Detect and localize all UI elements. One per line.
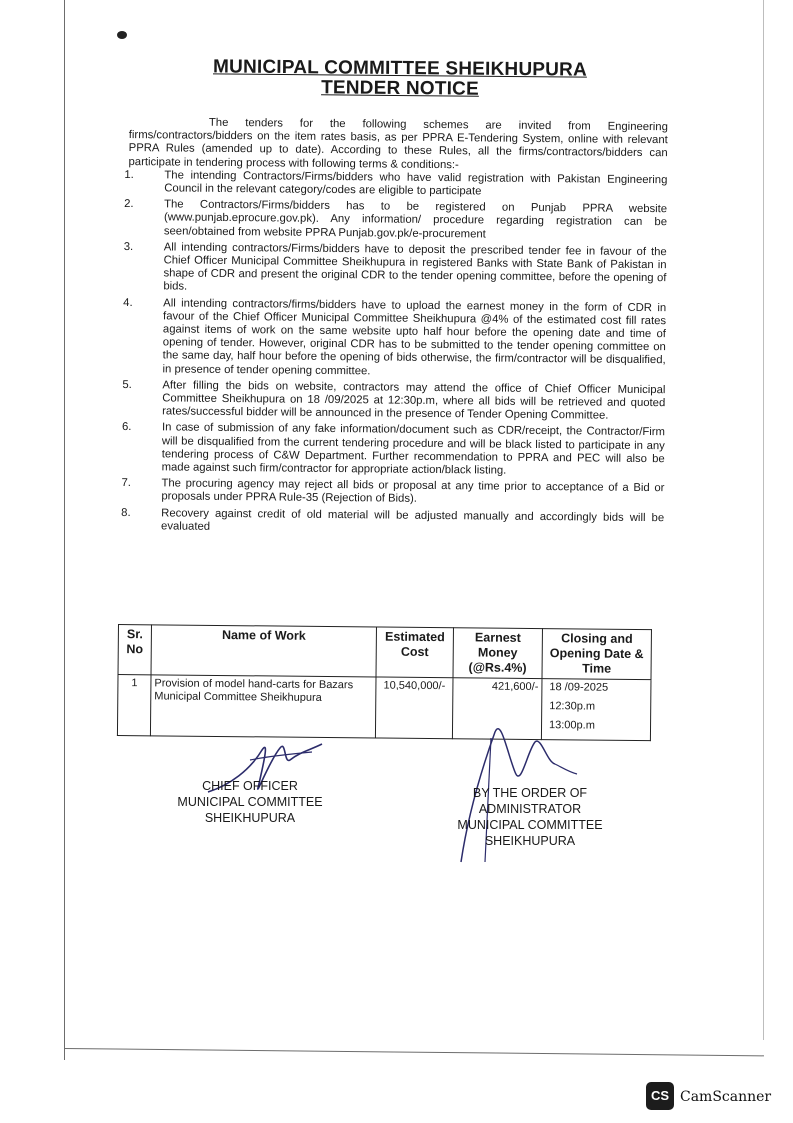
condition-text: In case of submission of any fake information/document such as CDR/receipt, the Contractor/Firm will be disqualified from the current tendering procedure and will be black listed to participate in any tendering process of C&W Department. Further recommendation to PPRA and PEC will also be made against such firm/contractor for appropriate action/black listing. — [161, 421, 666, 477]
condition-number: 5. — [122, 378, 132, 391]
page-edge-left — [64, 0, 65, 1060]
condition-text: After filling the bids on website, contractors may attend the office of Chief Officer Municipal Committee Sheikhupura on 18 /09/2025 at 12:30p.m, where all bids will be retrieved and quoted rates/successful bidder will be announced in the presence of Tender Opening Committee. — [162, 379, 666, 422]
condition-text: Recovery against credit of old material will be adjusted manually and accordingly bids will be evaluated — [161, 507, 665, 533]
condition-item — [123, 297, 667, 381]
condition-number: 1. — [124, 168, 134, 181]
condition-number: 7. — [121, 477, 131, 490]
cell-earnest-money: 421,600/- — [452, 678, 542, 740]
opening-time: 13:00p.m — [548, 719, 595, 732]
condition-item — [124, 198, 667, 243]
page-edge-right — [763, 0, 764, 1040]
condition-item — [121, 507, 664, 539]
condition-item — [124, 169, 667, 201]
table-header-row — [118, 625, 651, 680]
closing-time: 12:30p.m — [549, 700, 596, 713]
cell-name-of-work: Provision of model hand-carts for Bazars Municipal Committee Sheikhupura — [150, 675, 376, 738]
condition-number: 3. — [123, 240, 134, 253]
condition-number: 2. — [124, 198, 134, 211]
camscanner-watermark: CamScanner — [680, 1089, 772, 1105]
cell-estimated-cost: 10,540,000/- — [375, 677, 453, 739]
punch-hole-mark — [117, 31, 127, 39]
page-subtitle: TENDER NOTICE — [321, 77, 479, 100]
condition-number: 8. — [121, 506, 131, 519]
column-header-earnest-money: Earnest Money (@Rs.4%) — [453, 628, 542, 679]
condition-item — [121, 477, 664, 509]
administrator-signatory — [430, 785, 630, 849]
signatory-city: SHEIKHUPURA — [204, 811, 296, 825]
intro-paragraph: The tenders for the following schemes are invited from Engineering firms/contractors/bidders on the item rates basis, as per PPRA E-Tendering System, online with relevant PPRA Rules (amended up to date). According to these Rules, all the firms/contractors/bidders can participate in tendering process with following terms & conditions:- — [128, 116, 668, 171]
signatory-title: CHIEF OFFICER — [202, 779, 298, 793]
cell-sr-no: 1 — [117, 675, 151, 736]
closing-date: 18 /09-2025 — [549, 681, 609, 694]
condition-number: 6. — [121, 421, 132, 434]
condition-text: All intending contractors/firms/bidders have to upload the earnest money in the form of CDR in favour of the Chief Officer Municipal Committee Sheikhupura @4% of the estimated cost fill rates against items of work on the same website upto half hour before the opening date and time of opening of tender. However, original CDR has to be submitted to the tender opening committee on the same day, half hour before the opening of bids otherwise, the firm/contractor will be disqualified, in presence of tender opening committee. — [162, 297, 667, 378]
page-title: MUNICIPAL COMMITTEE SHEIKHUPURA — [212, 56, 588, 81]
condition-item — [122, 379, 665, 424]
condition-text: The procuring agency may reject all bids or proposal at any time prior to acceptance of a Bid or proposals under PPRA Rule-35 (Rejection of Bids). — [161, 477, 665, 506]
signatory-city: SHEIKHUPURA — [484, 834, 576, 848]
condition-item — [122, 421, 665, 479]
camscanner-logo-icon: CS — [646, 1082, 674, 1110]
column-header-sr-no: Sr. No — [118, 625, 151, 675]
column-header-estimated-cost: Estimated Cost — [376, 627, 453, 678]
signatory-organization: MUNICIPAL COMMITTEE — [177, 795, 323, 809]
page-edge-bottom — [64, 1048, 764, 1056]
notice-body — [121, 116, 668, 541]
chief-officer-signatory — [160, 778, 340, 826]
column-header-closing-opening-date: Closing and Opening Date & Time — [542, 629, 651, 680]
signatory-organization: MUNICIPAL COMMITTEE — [457, 818, 603, 832]
condition-text: The intending Contractors/Firms/bidders who have valid registration with Pakistan Engineering Council in the relevant category/codes are eligible to participate — [164, 169, 668, 198]
condition-text: All intending contractors/Firms/bidders have to deposit the prescribed tender fee in favour of the Chief Officer Municipal Committee Sheikhupura in registered Banks with State Bank of Pakistan in shape of CDR and present the original CDR to the tender opening committee, before the opening of bids. — [163, 241, 667, 294]
signatory-title: ADMINISTRATOR — [478, 802, 582, 816]
condition-number: 4. — [123, 296, 133, 309]
column-header-name-of-work: Name of Work — [151, 625, 376, 677]
condition-text: The Contractors/Firms/bidders has to be registered on Punjab PPRA website (www.punjab.eprocure.gov.pk). Any information/ procedure regarding registration can be seen/obtained from website PPRA Punjab.gov.pk/e-procurement — [163, 198, 668, 241]
signatory-order-line: BY THE ORDER OF — [472, 786, 588, 800]
condition-item — [123, 241, 666, 299]
